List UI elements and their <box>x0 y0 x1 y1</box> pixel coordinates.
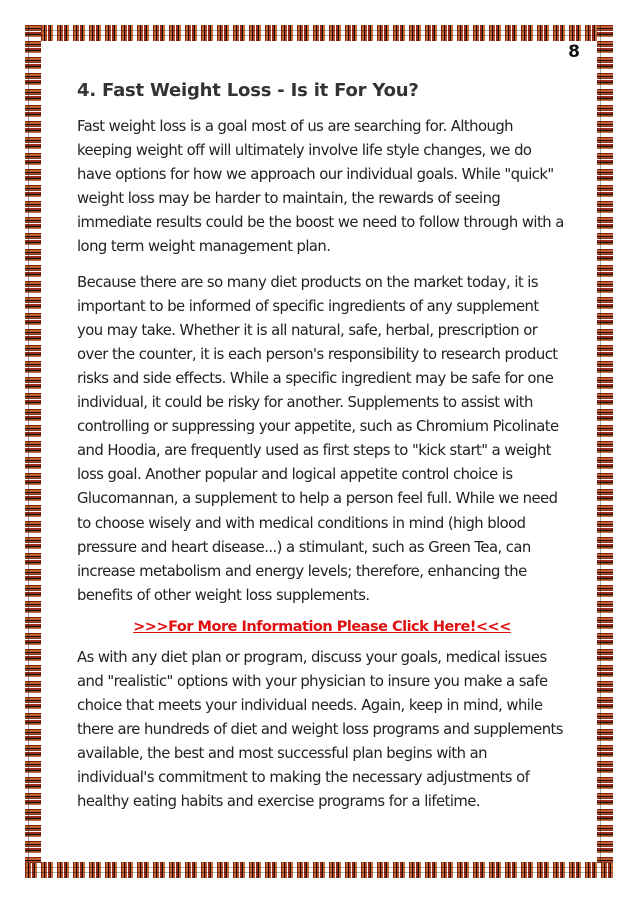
more-info-link-line <box>77 619 567 635</box>
more-info-link[interactable]: >>>For More Information Please Click Here!<<< <box>133 618 511 635</box>
paragraph-supplements: Because there are so many diet products on the market today, it is important to be informed of specific ingredients of any supplement you may take. Whether it is all natural, safe, herbal, prescription or over the counter, it is each person's responsibility to research product risks and side effects. While a specific ingredient may be safe for one individual, it could be risky for another. Supplements to assist with controlling or suppressing your appetite, such as Chromium Picolinate and Hoodia, are frequently used as first steps to "kick start" a weight loss goal. Another popular and logical appetite control choice is Glucomannan, a supplement to help a person feel full. While we need to choose wisely and with medical conditions in mind (high blood pressure and heart disease...) a stimulant, such as Green Tea, can increase metabolism and energy levels; therefore, enhancing the benefits of other weight loss supplements. <box>77 273 559 604</box>
decorative-border-right <box>597 25 613 863</box>
paragraph-conclusion: As with any diet plan or program, discuss your goals, medical issues and "realistic" options with your physician to insure you make a safe choice that meets your individual needs. Again, keep in mind, while there are hundreds of diet and weight loss programs and supplements available, the best and most successful plan begins with an individual's commitment to making the necessary adjustments of healthy eating habits and exercise programs for a lifetime. <box>77 648 563 811</box>
paragraph-intro: Fast weight loss is a goal most of us are searching for. Although keeping weight off will ultimately involve life style changes, we do have options for how we approach our individual goals. While "quick" weight loss may be harder to maintain, the rewards of seeing immediate results could be the boost we need to follow through with a long term weight management plan. <box>77 118 564 256</box>
decorative-border-top <box>25 25 613 41</box>
page-number: 8 <box>568 42 580 62</box>
document-body <box>77 80 567 826</box>
decorative-border-bottom <box>25 862 613 878</box>
section-heading: 4. Fast Weight Loss - Is it For You? <box>77 80 419 101</box>
decorative-border-left <box>25 25 41 863</box>
